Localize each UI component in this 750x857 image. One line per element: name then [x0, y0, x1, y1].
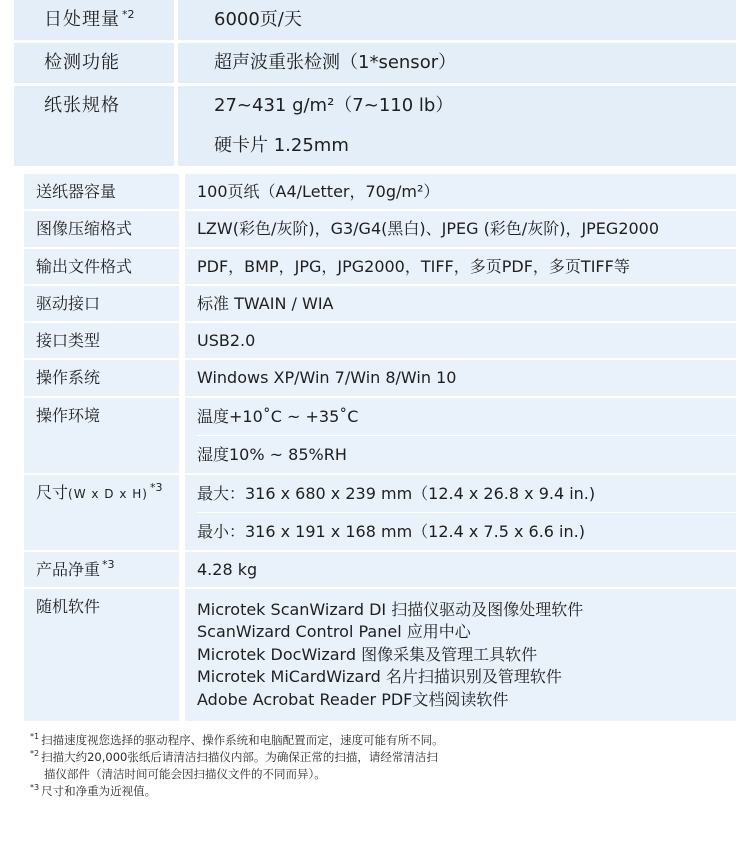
- footnote-2: $^{*2}$ 扫描大约20,000张纸后请清洁扫描仪内部。为确保正常的扫描，请经常清洁扫: [30, 749, 438, 764]
- spec-value: [185, 323, 736, 358]
- spec-value: [178, 86, 736, 166]
- spec-label: 接口类型: [24, 323, 179, 358]
- spec-value-line: USB2.0: [197, 331, 256, 351]
- spec-value: [185, 475, 736, 550]
- spec-value-line: 最大：316 x 680 x 239 mm（12.4 x 26.8 x 9.4 in.): [197, 483, 596, 503]
- spec-label: 纸张规格: [14, 86, 174, 166]
- spec-label: 操作环境: [24, 398, 179, 473]
- spec-label: 产品净重 $^{*3}$: [24, 552, 179, 587]
- footnote-marker: *3: [149, 481, 163, 495]
- spec-value-line: 100页纸（A4/Letter，70g/m²）: [197, 182, 440, 201]
- spec-value: [185, 589, 736, 721]
- spec-row-dimensions: [24, 475, 736, 550]
- spec-value-line: Windows XP/Win 7/Win 8/Win 10: [197, 368, 457, 388]
- spec-value: [185, 552, 736, 587]
- spec-value-line: 27~431 g/m²（7~110 lb）: [214, 95, 454, 116]
- spec-label: 送纸器容量: [24, 174, 179, 209]
- spec-value: [185, 286, 736, 321]
- spec-row-driver: [24, 286, 736, 321]
- footnote-marker: *3: [102, 558, 115, 572]
- spec-row-software: [24, 589, 736, 721]
- footnote-3: $^{*3}$ 尺寸和净重为近视值。: [30, 783, 157, 798]
- spec-value: [185, 211, 736, 246]
- spec-value-line: 温度+10˚C ~ +35˚C: [197, 406, 359, 426]
- spec-value-line: LZW(彩色/灰阶)，G3/G4(黑白)、JPEG (彩色/灰阶)，JPEG2000: [197, 219, 660, 239]
- spec-value-line: 4.28 kg: [197, 559, 258, 579]
- footnote-marker: *2: [122, 8, 135, 21]
- spec-label: 尺寸(W x D x H) $^{*3}$: [24, 475, 179, 550]
- spec-row-feeder: [24, 174, 736, 209]
- top-spec-block: [14, 0, 736, 169]
- spec-label: 驱动接口: [24, 286, 179, 321]
- spec-value-line: 超声波重张检测（1*sensor）: [214, 52, 457, 73]
- spec-value: [178, 43, 736, 83]
- spec-value: [185, 398, 736, 473]
- spec-value: [185, 174, 736, 209]
- spec-row-interface: [24, 323, 736, 358]
- spec-row-paper: [14, 86, 736, 166]
- spec-label: 日处理量 $^{*2}$: [14, 0, 174, 40]
- footnote-1: $^{*1}$ 扫描速度视您选择的驱动程序、操作系统和电脑配置而定，速度可能有所不同。: [30, 732, 444, 747]
- spec-label: 操作系统: [24, 360, 179, 395]
- spec-value: [185, 360, 736, 395]
- software-item: Microtek MiCardWizard 名片扫描识别及管理软件: [197, 667, 562, 687]
- dimension-axes: (W x D x H): [68, 486, 148, 501]
- footnote-2-continued: 描仪部件（清洁时间可能会因扫描仪文件的不同而异）。: [44, 767, 326, 781]
- spec-row-environment: [24, 398, 736, 473]
- spec-value-line: 标准 TWAIN / WIA: [197, 293, 334, 313]
- spec-row-compression: [24, 211, 736, 246]
- software-item: Microtek ScanWizard DI 扫描仪驱动及图像处理软件: [197, 600, 584, 620]
- spec-value-line: 最小：316 x 191 x 168 mm（12.4 x 7.5 x 6.6 in.): [197, 512, 736, 550]
- spec-row-weight: [24, 552, 736, 587]
- spec-label: 输出文件格式: [24, 249, 179, 284]
- spec-table: [24, 174, 736, 723]
- spec-row-detection: [14, 43, 736, 83]
- software-item: Microtek DocWizard 图像采集及管理工具软件: [197, 644, 538, 664]
- spec-row-os: [24, 360, 736, 395]
- spec-value-line: 湿度10% ~ 85%RH: [197, 435, 736, 473]
- spec-row-output-format: [24, 249, 736, 284]
- spec-value-line: 6000页/天: [214, 9, 302, 30]
- spec-value-line: PDF，BMP，JPG，JPG2000，TIFF，多页PDF，多页TIFF等: [197, 256, 630, 276]
- spec-value: [178, 0, 736, 40]
- spec-row-daily-throughput: [14, 0, 736, 40]
- spec-value: [185, 249, 736, 284]
- footnotes: [30, 732, 730, 800]
- spec-label: 检测功能: [14, 43, 174, 83]
- software-item: ScanWizard Control Panel 应用中心: [197, 622, 471, 642]
- spec-label: 图像压缩格式: [24, 211, 179, 246]
- software-item: Adobe Acrobat Reader PDF文档阅读软件: [197, 689, 509, 709]
- spec-label: 随机软件: [24, 589, 179, 721]
- spec-value-line: 硬卡片 1.25mm: [214, 135, 349, 156]
